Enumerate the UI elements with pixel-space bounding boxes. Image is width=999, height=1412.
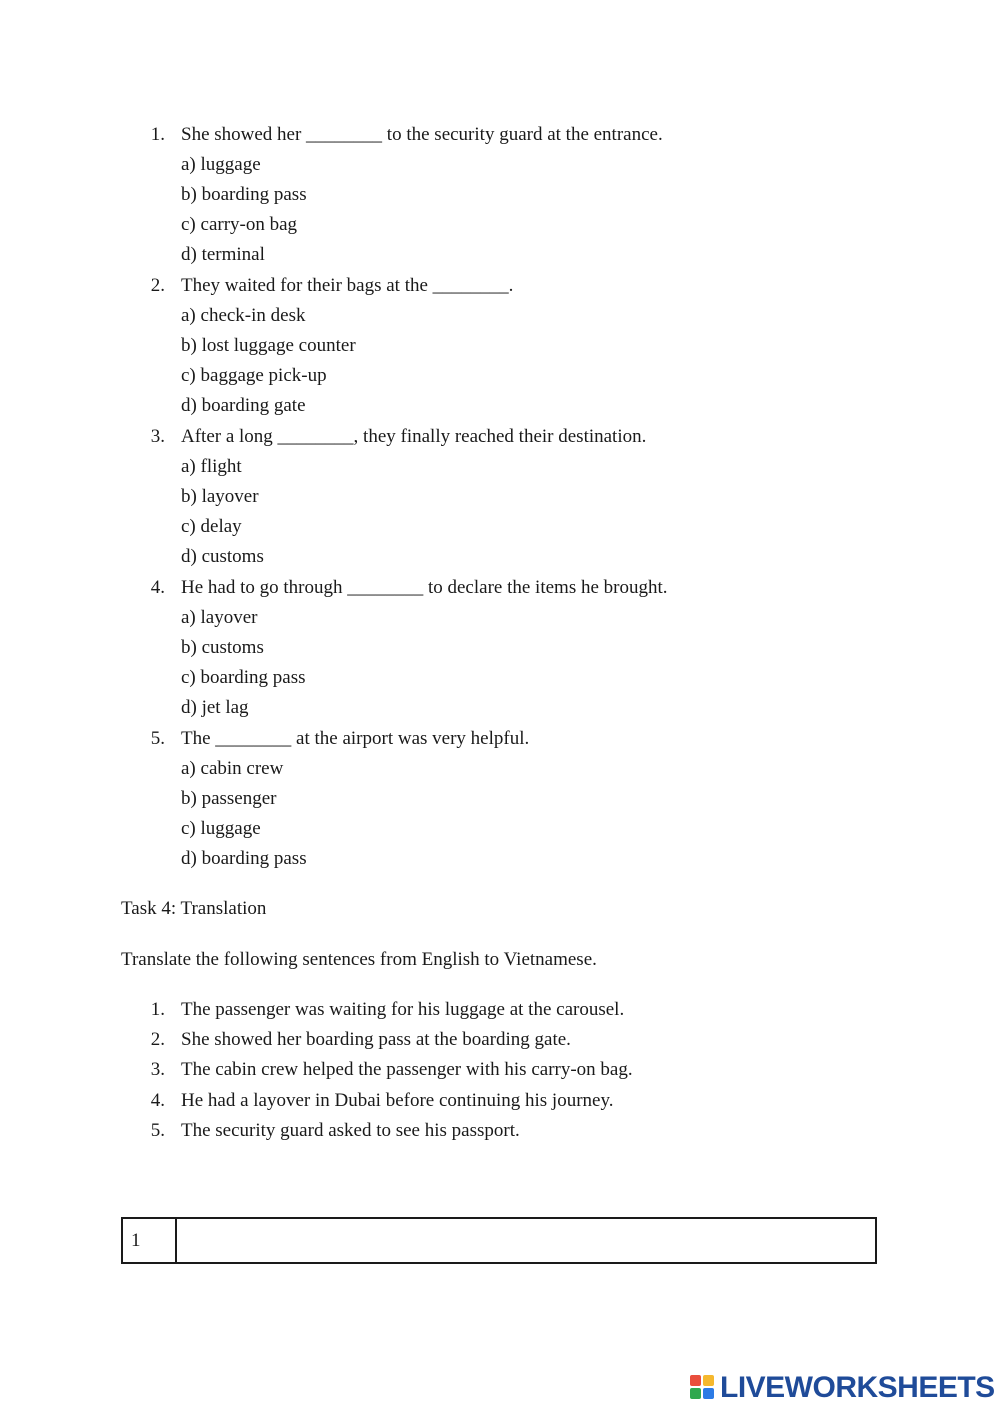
question-number: 1. [150,124,165,145]
sentence-number: 4. [150,1090,165,1111]
sentence-text: He had a layover in Dubai before continuing his journey. [181,1090,614,1111]
task4-instruction: Translate the following sentences from English to Vietnamese. [121,949,597,970]
answer-row-number: 1 [123,1219,177,1262]
option[interactable]: d) boarding pass [181,848,307,869]
option[interactable]: a) cabin crew [181,758,284,779]
question-text: After a long ________, they finally reached their destination. [181,426,647,447]
question-number: 3. [150,426,165,447]
option[interactable]: d) boarding gate [181,395,306,416]
option[interactable]: a) layover [181,607,258,628]
option[interactable]: c) luggage [181,818,261,839]
question-number: 2. [150,275,165,296]
option[interactable]: b) customs [181,637,264,658]
answer-input[interactable] [177,1219,875,1262]
question-number: 5. [150,728,165,749]
option[interactable]: d) customs [181,546,264,567]
liveworksheets-icon [690,1375,716,1401]
brand-name: LIVEWORKSHEETS [720,1371,995,1404]
sentence-number: 5. [150,1120,165,1141]
option[interactable]: c) boarding pass [181,667,306,688]
option[interactable]: c) carry-on bag [181,214,298,235]
question-text: The ________ at the airport was very helpful. [181,728,530,749]
question-text: She showed her ________ to the security guard at the entrance. [181,124,663,145]
sentence-text: She showed her boarding pass at the boarding gate. [181,1029,571,1050]
sentence-text: The security guard asked to see his passport. [181,1120,520,1141]
option[interactable]: b) lost luggage counter [181,335,356,356]
option[interactable]: c) baggage pick-up [181,365,327,386]
option[interactable]: b) passenger [181,788,277,809]
option[interactable]: b) layover [181,486,259,507]
question-text: They waited for their bags at the ________. [181,275,514,296]
sentence-number: 2. [150,1029,165,1050]
sentence-text: The passenger was waiting for his luggage at the carousel. [181,999,625,1020]
option[interactable]: d) jet lag [181,697,249,718]
sentence-text: The cabin crew helped the passenger with his carry-on bag. [181,1059,633,1080]
option[interactable]: a) check-in desk [181,305,306,326]
liveworksheets-logo [690,1372,995,1404]
task4-title: Task 4: Translation [121,898,267,919]
sentence-number: 3. [150,1059,165,1080]
option[interactable]: d) terminal [181,244,265,265]
question-number: 4. [150,577,165,598]
option[interactable]: c) delay [181,516,242,537]
option[interactable]: a) luggage [181,154,261,175]
option[interactable]: a) flight [181,456,242,477]
answer-table [121,1217,877,1264]
option[interactable]: b) boarding pass [181,184,307,205]
question-text: He had to go through ________ to declare the items he brought. [181,577,668,598]
sentence-number: 1. [150,999,165,1020]
